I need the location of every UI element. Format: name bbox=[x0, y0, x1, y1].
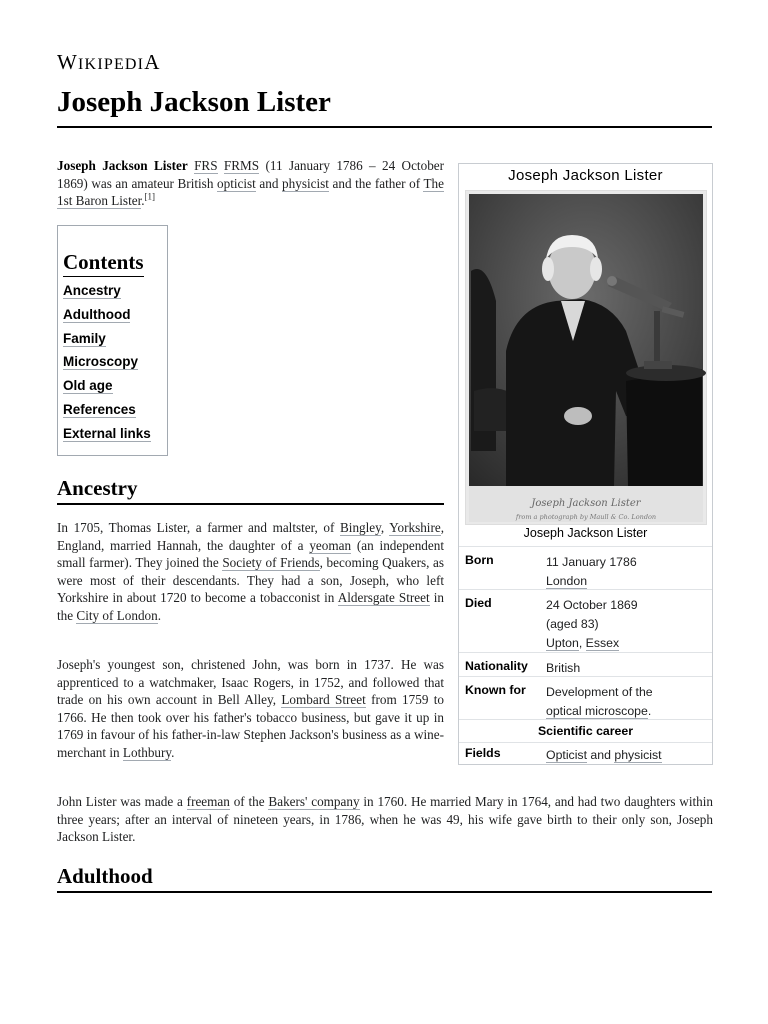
toc-item-label: Old age bbox=[63, 378, 113, 394]
infobox bbox=[458, 163, 713, 765]
ancestry-paragraph-2 bbox=[57, 656, 444, 761]
toc-item-external-links[interactable] bbox=[63, 426, 167, 450]
wordmark-w: W bbox=[57, 50, 79, 74]
link-essex[interactable]: Essex bbox=[585, 636, 620, 650]
heading-ancestry: Ancestry bbox=[57, 476, 138, 500]
toc-item-label: Ancestry bbox=[63, 283, 121, 298]
toc-item-label: Adulthood bbox=[63, 306, 131, 322]
text: , becoming Quakers, as were most of their descendants. They had a son, Joseph, who left Yorkshire in about 1720 to become a tobacconist in bbox=[57, 555, 444, 605]
wordmark-a: A bbox=[144, 50, 161, 74]
link-optical-microscope[interactable]: optical microscope bbox=[546, 704, 648, 718]
lead-subject: Joseph Jackson Lister bbox=[57, 158, 188, 173]
nationality-label: Nationality bbox=[465, 659, 528, 673]
known-for-label: Known for bbox=[465, 683, 526, 697]
toc-item-ancestry[interactable] bbox=[63, 283, 167, 307]
text: , England, married Hannah, the daughter of a bbox=[57, 520, 445, 553]
portrait-photo-icon bbox=[466, 191, 706, 524]
link-baron-lister[interactable]: The 1st Baron Lister bbox=[57, 175, 444, 208]
scientific-career-header: Scientific career bbox=[459, 719, 712, 742]
born-date: 11 January 1786 bbox=[546, 555, 637, 569]
text: (an independent small farmer). They joined the bbox=[57, 537, 444, 570]
lead-text-1: (11 January 1786 – 24 October 1869) was an amateur British bbox=[57, 158, 445, 191]
nationality-value: British bbox=[546, 661, 581, 675]
toc-item-family[interactable] bbox=[63, 331, 167, 355]
lead-text-4: . bbox=[141, 193, 145, 208]
toc-item-label: Microscopy bbox=[63, 354, 139, 370]
link-society-of-friends[interactable]: Society of Friends bbox=[222, 555, 320, 570]
link-city-of-london[interactable]: City of London bbox=[76, 607, 158, 623]
infobox-row-known-for bbox=[459, 676, 712, 719]
fields-value bbox=[546, 746, 662, 765]
title-divider bbox=[57, 126, 712, 128]
page-title: Joseph Jackson Lister bbox=[57, 86, 331, 118]
link-london[interactable]: London bbox=[546, 574, 588, 588]
ancestry-paragraph-1 bbox=[57, 519, 444, 624]
link-physicist[interactable]: physicist bbox=[282, 175, 329, 191]
lead-paragraph bbox=[57, 157, 444, 210]
infobox-title: Joseph Jackson Lister bbox=[508, 167, 663, 184]
known-for-value bbox=[546, 683, 653, 721]
image-signature: Joseph Jackson Lister bbox=[531, 498, 641, 509]
text: of the bbox=[229, 794, 269, 809]
infobox-row-fields bbox=[459, 742, 712, 764]
text: in 1760. He married Mary in 1764, and had two daughters within three years; after an interval of nineteen years, in 1786, when he was 49, his wife gave birth to their only son, Joseph Jackson Lister. bbox=[57, 794, 713, 844]
toc-item-label: Family bbox=[63, 330, 106, 346]
link-opticist[interactable]: opticist bbox=[217, 175, 256, 191]
link-bakers-company[interactable]: Bakers' company bbox=[268, 794, 360, 809]
died-value bbox=[546, 596, 638, 653]
ancestry-divider bbox=[57, 503, 444, 505]
died-date: 24 October 1869 bbox=[546, 598, 638, 612]
lead-text-2: and bbox=[255, 175, 283, 191]
heading-adulthood: Adulthood bbox=[57, 864, 153, 888]
image-subtext: from a photograph by Maull & Co. London bbox=[515, 513, 657, 521]
known-for-end: . bbox=[647, 704, 652, 718]
link-yeoman[interactable]: yeoman bbox=[309, 537, 352, 553]
portrait-image[interactable] bbox=[465, 190, 707, 525]
text: . bbox=[171, 744, 175, 760]
text: John Lister was made a bbox=[57, 794, 187, 809]
born-value bbox=[546, 553, 637, 591]
text: . bbox=[157, 607, 162, 623]
reference-1[interactable]: [1] bbox=[144, 191, 156, 202]
text: , bbox=[380, 520, 390, 535]
died-separator: , bbox=[578, 636, 586, 650]
link-frms[interactable]: FRMS bbox=[223, 158, 260, 173]
toc-title: Contents bbox=[63, 250, 144, 277]
table-of-contents bbox=[57, 225, 168, 456]
born-label: Born bbox=[465, 553, 494, 567]
link-lombard-street[interactable]: Lombard Street bbox=[281, 692, 366, 707]
text: from 1759 to 1766. He then took over his father's tobacco business, but gave it up in 1769 in favour of his father-in-law Stephen Jackson's business as a wine-merchant in bbox=[57, 692, 444, 760]
adulthood-divider bbox=[57, 891, 712, 893]
link-aldersgate-street[interactable]: Aldersgate Street bbox=[337, 590, 430, 605]
toc-item-label: References bbox=[63, 401, 136, 417]
wordmark-middle: IKIPEDI bbox=[78, 56, 145, 73]
toc-item-old-age[interactable] bbox=[63, 378, 167, 402]
infobox-row-born bbox=[459, 546, 712, 589]
link-physicist-field[interactable]: physicist bbox=[614, 748, 662, 762]
link-bingley[interactable]: Bingley bbox=[339, 520, 381, 535]
text: In 1705, Thomas Lister, a farmer and maltster, of bbox=[57, 520, 340, 535]
link-opticist-field[interactable]: Opticist bbox=[546, 748, 587, 762]
fields-label: Fields bbox=[465, 746, 501, 760]
text: Joseph's youngest son, christened John, was born in 1737. He was apprenticed to a watchmaker, Isaac Rogers, in 1752, and followed that trade on his own account in Bell Alley, bbox=[57, 657, 444, 707]
ancestry-paragraph-3 bbox=[57, 793, 713, 846]
link-upton[interactable]: Upton bbox=[546, 636, 579, 650]
text: in the bbox=[57, 590, 445, 623]
infobox-row-died bbox=[459, 589, 712, 652]
died-label: Died bbox=[465, 596, 492, 610]
link-yorkshire[interactable]: Yorkshire bbox=[389, 520, 441, 535]
toc-item-adulthood[interactable] bbox=[63, 307, 167, 331]
died-age: (aged 83) bbox=[546, 617, 599, 631]
toc-item-label: External links bbox=[63, 425, 151, 441]
infobox-row-nationality bbox=[459, 652, 712, 676]
link-freeman[interactable]: freeman bbox=[186, 794, 230, 809]
lead-text-3: and the father of bbox=[328, 175, 424, 191]
wikipedia-wordmark[interactable] bbox=[57, 50, 161, 75]
link-frs[interactable]: FRS bbox=[194, 158, 218, 173]
toc-item-microscopy[interactable] bbox=[63, 354, 167, 378]
fields-and: and bbox=[587, 748, 615, 762]
known-for-text: Development of the bbox=[546, 685, 653, 699]
image-caption: Joseph Jackson Lister bbox=[523, 526, 648, 540]
link-lothbury[interactable]: Lothbury bbox=[122, 744, 172, 760]
toc-item-references[interactable] bbox=[63, 402, 167, 426]
toc-list bbox=[63, 283, 167, 450]
